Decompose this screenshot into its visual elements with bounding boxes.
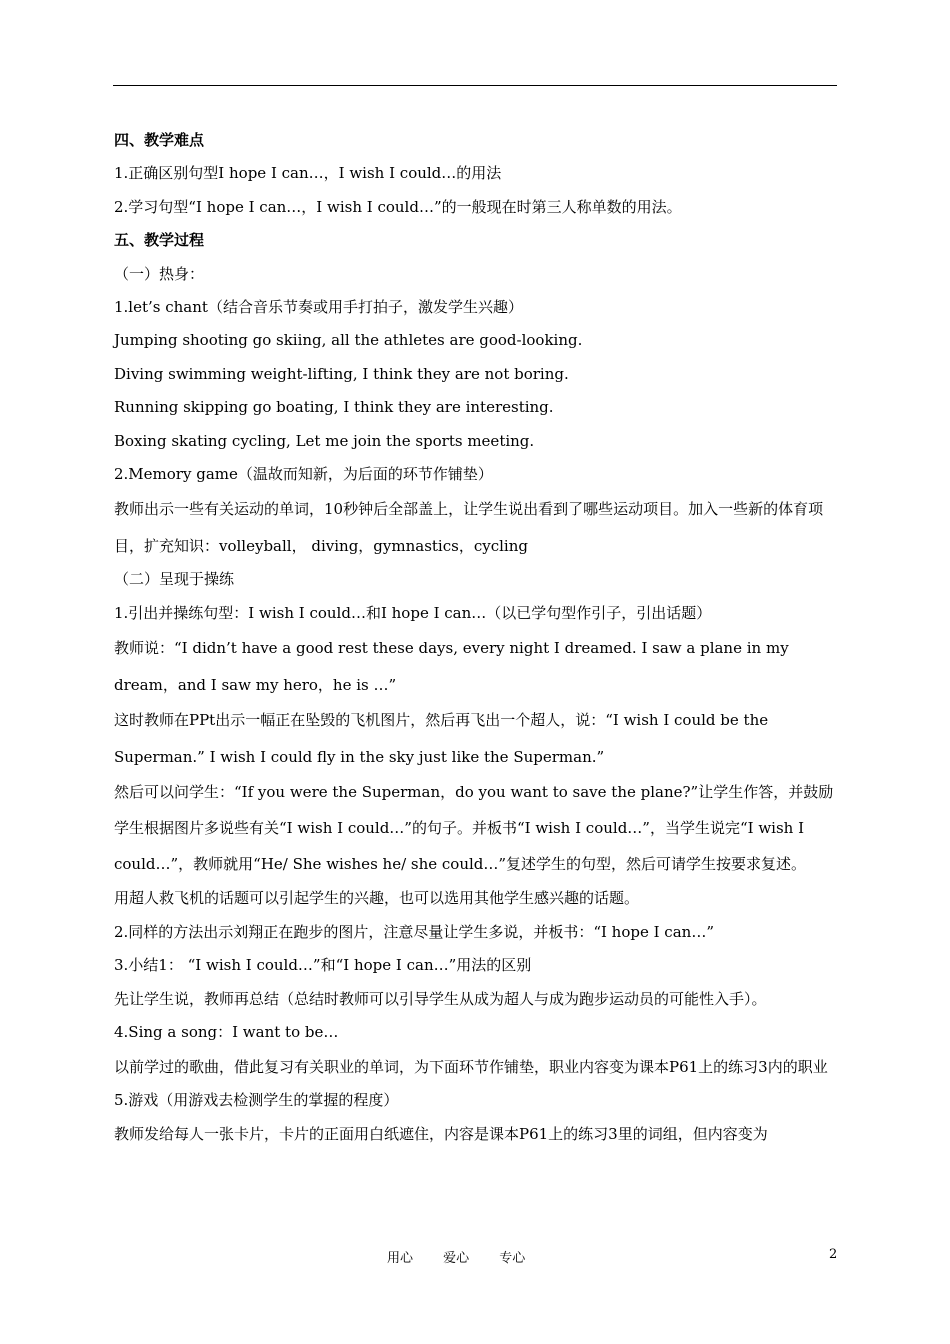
paragraph: 以前学过的歌曲，借此复习有关职业的单词，为下面环节作铺垫，职业内容变为课本P61上的练习3内的职业	[114, 1058, 828, 1077]
paragraph: 这时教师在PPt出示一幅正在坠毁的飞机图片，然后再飞出一个超人，说：“I wish I could be the Superman.” I wish I could fly in the sky just like the Superman.”	[114, 711, 769, 767]
header-rule	[113, 85, 837, 86]
paragraph: 1.引出并操练句型：I wish I could…和I hope I can…（以已学句型作引子，引出话题）	[114, 603, 712, 622]
subsection-heading: （二）呈现于操练	[114, 570, 235, 589]
paragraph: 5.游戏（用游戏去检测学生的掌握的程度）	[114, 1091, 399, 1110]
paragraph: 2.学习句型“I hope I can…，I wish I could…”的一般现在时第三人称单数的用法。	[114, 197, 682, 216]
section-heading: 四、教学难点	[114, 131, 205, 149]
chant-line: Jumping shooting go skiing, all the athletes are good-looking.	[114, 331, 583, 350]
paragraph: 教师发给每人一张卡片，卡片的正面用白纸遮住，内容是课本P61上的练习3里的词组，但内容变为	[114, 1124, 768, 1143]
paragraph: 2.同样的方法出示刘翔正在跑步的图片，注意尽量让学生多说，并板书：“I hope I can…”	[114, 922, 714, 941]
paragraph: 1.正确区别句型I hope I can…，I wish I could…的用法	[114, 164, 502, 183]
paragraph: 4.Sing a song：I want to be…	[114, 1022, 339, 1041]
paragraph: 教师说：“I didn’t have a good rest these days, every night I dreamed. I saw a plane in my dream，and I saw my hero，he is …”	[114, 639, 789, 695]
paragraph: 1.let’s chant（结合音乐节奏或用手打拍子，激发学生兴趣）	[114, 298, 523, 317]
paragraph: 然后可以问学生：“If you were the Superman，do you want to save the plane?”让学生作答，并鼓励学生根据图片多说些有关“I wish I could…”的句子。并板书“I wish I could…”，当学生说完“I wish I could…”，教师就用“He/ She wishes he/ she could…”复述学生的句型，然后可请学生按要求复述。	[114, 783, 834, 874]
paragraph: 先让学生说，教师再总结（总结时教师可以引导学生从成为超人与成为跑步运动员的可能性入手）。	[114, 989, 767, 1008]
subsection-heading: （一）热身：	[114, 264, 205, 283]
chant-line: Boxing skating cycling, Let me join the sports meeting.	[114, 431, 535, 450]
page-number: 2	[829, 1247, 838, 1262]
document-body	[114, 124, 838, 1151]
paragraph: 教师出示一些有关运动的单词，10秒钟后全部盖上，让学生说出看到了哪些运动项目。加入一些新的体育项目，扩充知识：volleyball， diving，gymnastics，cycling	[114, 500, 824, 556]
chant-line: Diving swimming weight-lifting, I think they are not boring.	[114, 364, 569, 383]
paragraph: 用超人救飞机的话题可以引起学生的兴趣，也可以选用其他学生感兴趣的话题。	[114, 889, 640, 908]
paragraph: 3.小结1： “I wish I could…”和“I hope I can…”用法的区别	[114, 956, 532, 975]
footer-motto: 用心 爱心 专心	[387, 1251, 526, 1266]
paragraph: 2.Memory game（温故而知新，为后面的环节作铺垫）	[114, 465, 493, 484]
section-heading: 五、教学过程	[114, 231, 205, 250]
chant-line: Running skipping go boating, I think they are interesting.	[114, 398, 554, 417]
